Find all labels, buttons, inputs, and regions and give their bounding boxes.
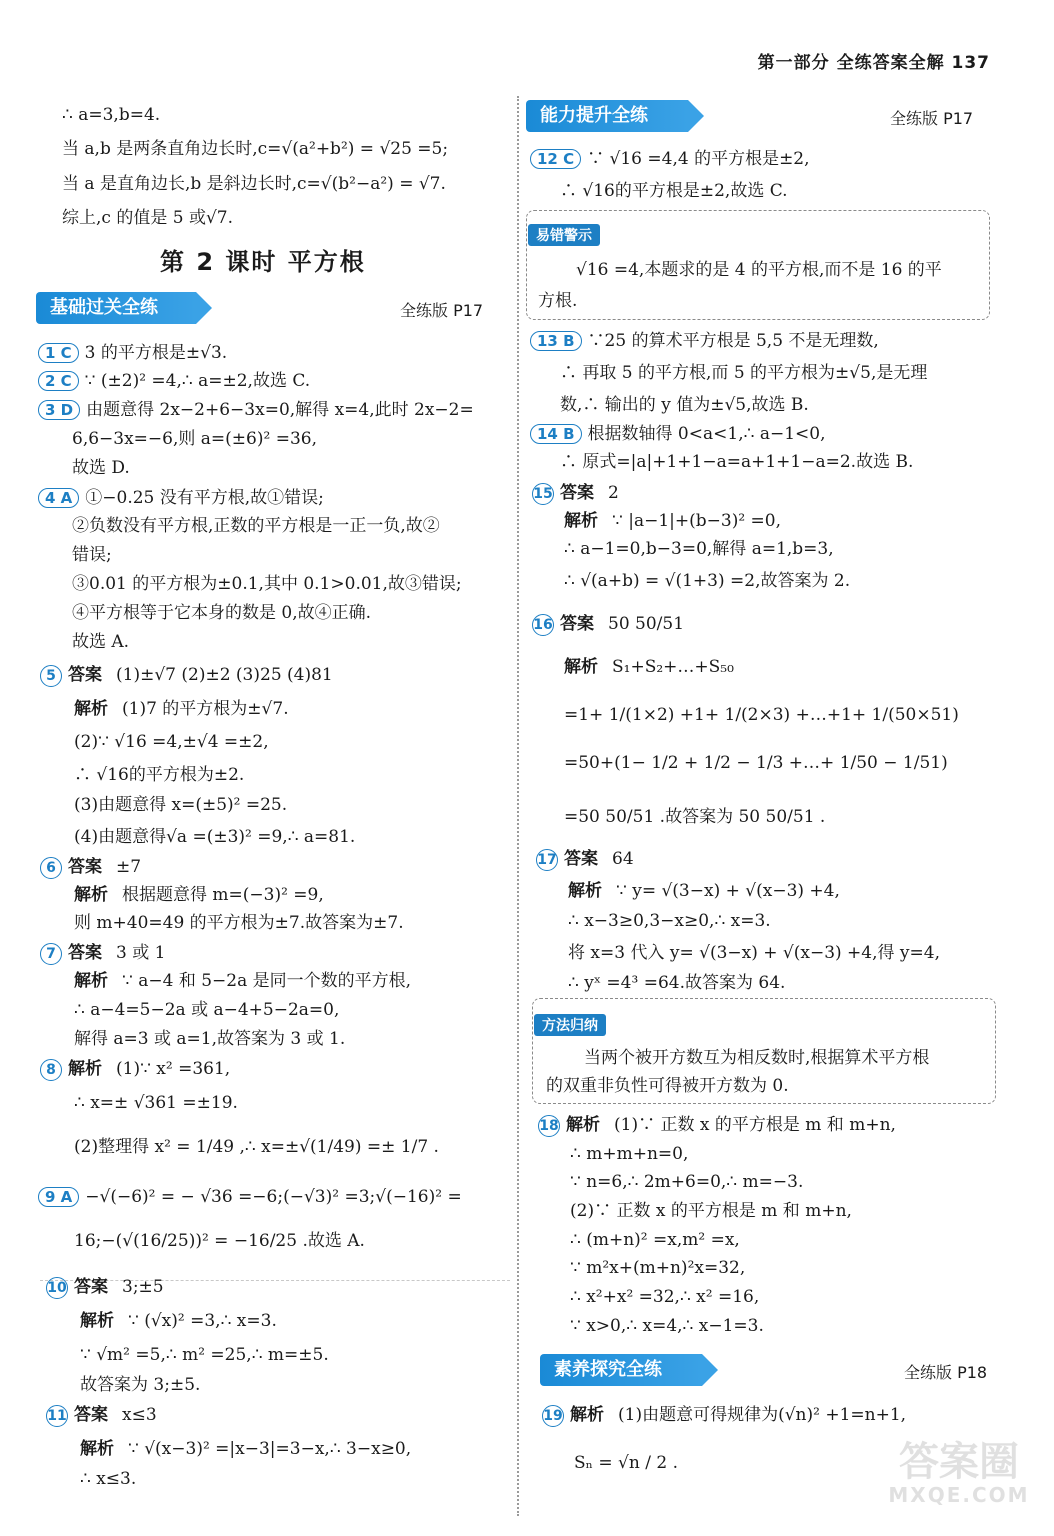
section-ref: 全练版 P17 — [400, 301, 484, 320]
question-7 — [40, 942, 165, 965]
question-17 — [536, 848, 634, 871]
analysis-text: ∵ |a−1|+(b−3)² =0, — [612, 511, 782, 531]
answer-text: 根据数轴得 0<a<1,∴ a−1<0, — [587, 424, 826, 444]
answer-item — [38, 1186, 462, 1208]
analysis-line — [564, 656, 734, 678]
question-15 — [532, 482, 619, 505]
answer-value: 50 50/51 — [608, 614, 685, 634]
answer-item — [530, 148, 810, 170]
analysis-text: 根据题意得 m=(−3)² =9, — [122, 885, 324, 905]
text-line: 错误; — [72, 545, 112, 565]
question-8 — [40, 1058, 230, 1081]
answer-label: 答案 — [68, 665, 102, 685]
answer-item — [38, 399, 474, 421]
text-line: (4)由题意得√a =(±3)² =9,∴ a=81. — [74, 827, 356, 847]
answer-label: 答案 — [68, 943, 102, 963]
text-line: ∴ x=± √361 =±19. — [74, 1093, 238, 1113]
section-ref: 全练版 P17 — [890, 109, 974, 128]
text-line: 故答案为 3;±5. — [80, 1375, 201, 1395]
question-number: 8 — [40, 1059, 62, 1081]
text-line: ∵ m²x+(m+n)²x=32, — [570, 1258, 746, 1278]
answer-text: −√(−6)² = − √36 =−6;(−√3)² =3;√(−16)² = — [85, 1187, 462, 1207]
section-banner-basic: 基础过关全练 — [36, 292, 196, 324]
text-line: (2)∵ √16 =4,±√4 =±2, — [74, 732, 269, 752]
analysis-label: 解析 — [568, 881, 602, 901]
text-line: 当 a,b 是两条直角边长时,c=√(a²+b²) = √25 =5; — [62, 139, 449, 159]
question-number: 5 — [40, 665, 62, 687]
analysis-label: 解析 — [566, 1115, 600, 1135]
text-line: 综上,c 的值是 5 或√7. — [62, 208, 234, 228]
answer-text: ∵25 的算术平方根是 5,5 不是无理数, — [587, 331, 879, 351]
warning-tag: 易错警示 — [528, 224, 600, 246]
analysis-line — [80, 1310, 277, 1332]
question-number: 17 — [536, 849, 558, 871]
text-line: ∴ √16的平方根为±2. — [74, 765, 245, 785]
text-line: 解得 a=3 或 a=1,故答案为 3 或 1. — [74, 1029, 346, 1049]
answer-value: x≤3 — [122, 1405, 157, 1425]
analysis-text: ∵ (√x)² =3,∴ x=3. — [128, 1311, 277, 1331]
lesson-title: 第 2 课时 平方根 — [160, 248, 366, 276]
text-line: ∵ n=6,∴ 2m+6=0,∴ m=−3. — [570, 1172, 804, 1192]
analysis-text: (1)7 的平方根为±√7. — [122, 699, 289, 719]
text-line: ∴ √16的平方根是±2,故选 C. — [560, 181, 788, 201]
analysis-line — [74, 884, 324, 906]
section-ref: 全练版 P18 — [904, 1363, 988, 1382]
text-line: ∴ yˣ =4³ =64.故答案为 64. — [568, 973, 786, 993]
watermark-bottom: MXQE.COM — [888, 1483, 1030, 1507]
analysis-label: 解析 — [564, 511, 598, 531]
column-divider — [517, 96, 519, 1516]
text-line: ②负数没有平方根,正数的平方根是一正一负,故② — [72, 516, 440, 536]
answer-item — [530, 423, 825, 445]
text-line: =50+(1− 1/2 + 1/2 − 1/3 +…+ 1/50 − 1/51) — [564, 753, 948, 773]
text-line: Sₙ = √n / 2 . — [574, 1453, 678, 1473]
answer-label: 答案 — [68, 857, 102, 877]
question-16 — [532, 613, 684, 636]
answer-item — [38, 370, 310, 392]
question-19 — [542, 1404, 906, 1427]
text-line: ∴ a−1=0,b−3=0,解得 a=1,b=3, — [564, 539, 834, 559]
text-line: ∴ √(a+b) = √(1+3) =2,故答案为 2. — [564, 571, 851, 591]
question-11 — [46, 1404, 157, 1427]
answer-label: 答案 — [74, 1277, 108, 1297]
analysis-label: 解析 — [74, 885, 108, 905]
text-line: 16;−(√(16/25))² = −16/25 .故选 A. — [74, 1231, 365, 1251]
answer-value: 3 或 1 — [116, 943, 166, 963]
watermark-logo — [884, 1440, 1034, 1530]
analysis-label: 解析 — [68, 1059, 102, 1079]
answer-text: ①−0.25 没有平方根,故①错误; — [85, 488, 324, 508]
answer-badge: 2 C — [38, 371, 79, 391]
text-line: ∵ x>0,∴ x=4,∴ x−1=3. — [570, 1316, 764, 1336]
analysis-label: 解析 — [570, 1405, 604, 1425]
answer-label: 答案 — [74, 1405, 108, 1425]
section-banner-explore: 素养探究全练 — [540, 1354, 702, 1386]
analysis-label: 解析 — [80, 1439, 114, 1459]
question-number: 11 — [46, 1405, 68, 1427]
question-number: 10 — [46, 1277, 68, 1299]
text-line: 方根. — [538, 291, 578, 311]
answer-badge: 14 B — [530, 424, 582, 444]
analysis-text: (1)∵ x² =361, — [116, 1059, 231, 1079]
question-number: 18 — [538, 1115, 560, 1137]
answer-value: 64 — [612, 849, 634, 869]
question-number: 15 — [532, 483, 554, 505]
answer-badge: 3 D — [38, 400, 80, 420]
answer-badge: 13 B — [530, 331, 582, 351]
text-line: 6,6−3x=−6,则 a=(±6)² =36, — [72, 429, 317, 449]
question-5 — [40, 664, 333, 687]
analysis-label: 解析 — [564, 657, 598, 677]
question-6 — [40, 856, 141, 879]
analysis-line — [568, 880, 840, 902]
answer-label: 答案 — [560, 614, 594, 634]
question-number: 6 — [40, 857, 62, 879]
analysis-text: ∵ √(x−3)² =|x−3|=3−x,∴ 3−x≥0, — [128, 1439, 412, 1459]
text-line: ∴ 再取 5 的平方根,而 5 的平方根为±√5,是无理 — [560, 363, 928, 383]
answer-label: 答案 — [560, 483, 594, 503]
answer-text: ∵ (±2)² =4,∴ a=±2,故选 C. — [84, 371, 311, 391]
answer-badge: 12 C — [530, 149, 581, 169]
text-line: ∴ a−4=5−2a 或 a−4+5−2a=0, — [74, 1000, 340, 1020]
text-line: ∴ (m+n)² =x,m² =x, — [570, 1230, 740, 1250]
analysis-text: ∵ a−4 和 5−2a 是同一个数的平方根, — [122, 971, 412, 991]
text-line: 故选 D. — [72, 458, 130, 478]
analysis-label: 解析 — [74, 971, 108, 991]
text-line: (2)整理得 x² = 1/49 ,∴ x=±√(1/49) =± 1/7 . — [74, 1137, 439, 1157]
text-line: ∴ x≤3. — [80, 1469, 137, 1489]
question-18 — [538, 1114, 896, 1137]
running-head: 第一部分 全练答案全解 137 — [757, 53, 990, 73]
question-number: 19 — [542, 1405, 564, 1427]
analysis-line — [80, 1438, 411, 1460]
analysis-text: ∵ y= √(3−x) + √(x−3) +4, — [616, 881, 840, 901]
text-line: ∴ 原式=|a|+1+1−a=a+1+1−a=2.故选 B. — [560, 452, 914, 472]
text-line: 当两个被开方数互为相反数时,根据算术平方根 — [584, 1048, 930, 1068]
analysis-label: 解析 — [80, 1311, 114, 1331]
answer-item — [38, 487, 324, 509]
answer-value: 3;±5 — [122, 1277, 164, 1297]
analysis-line — [74, 698, 289, 720]
text-line: ∵ √m² =5,∴ m² =25,∴ m=±5. — [80, 1345, 329, 1365]
answer-value: 2 — [608, 483, 619, 503]
analysis-text: (1)由题意可得规律为(√n)² +1=n+1, — [618, 1405, 907, 1425]
analysis-text: S₁+S₂+…+S₅₀ — [612, 657, 734, 677]
text-line: √16 =4,本题求的是 4 的平方根,而不是 16 的平 — [576, 260, 942, 280]
answer-item — [38, 342, 227, 364]
answer-badge: 1 C — [38, 343, 79, 363]
text-line: ∴ x²+x² =32,∴ x² =16, — [570, 1287, 760, 1307]
text-line: =1+ 1/(1×2) +1+ 1/(2×3) +…+1+ 1/(50×51) — [564, 705, 959, 725]
answer-item — [530, 330, 879, 352]
text-line: ∴ x−3≥0,3−x≥0,∴ x=3. — [568, 911, 771, 931]
text-line: ∴ a=3,b=4. — [62, 105, 161, 125]
answer-value: ±7 — [116, 857, 142, 877]
section-banner-advanced: 能力提升全练 — [526, 100, 688, 132]
text-line: 的双重非负性可得被开方数为 0. — [546, 1076, 789, 1096]
question-10 — [46, 1276, 164, 1299]
text-line: (2)∵ 正数 x 的平方根是 m 和 m+n, — [570, 1201, 852, 1221]
analysis-text: (1)∵ 正数 x 的平方根是 m 和 m+n, — [614, 1115, 896, 1135]
analysis-line — [564, 510, 781, 532]
text-line: 当 a 是直角边长,b 是斜边长时,c=√(b²−a²) = √7. — [62, 174, 446, 194]
text-line: ③0.01 的平方根为±0.1,其中 0.1>0.01,故③错误; — [72, 574, 462, 594]
text-line: 则 m+40=49 的平方根为±7.故答案为±7. — [74, 913, 404, 933]
text-line: 数,∴ 输出的 y 值为±√5,故选 B. — [560, 395, 809, 415]
answer-badge: 4 A — [38, 488, 79, 508]
text-line: ∴ m+m+n=0, — [570, 1144, 689, 1164]
answer-value: (1)±√7 (2)±2 (3)25 (4)81 — [116, 665, 333, 685]
text-line: =50 50/51 .故答案为 50 50/51 . — [564, 807, 826, 827]
watermark-top: 答案圈 — [899, 1439, 1019, 1485]
answer-text: 由题意得 2x−2+6−3x=0,解得 x=4,此时 2x−2= — [86, 400, 474, 420]
question-number: 7 — [40, 943, 62, 965]
answer-label: 答案 — [564, 849, 598, 869]
text-line: 将 x=3 代入 y= √(3−x) + √(x−3) +4,得 y=4, — [568, 943, 940, 963]
answer-badge: 9 A — [38, 1187, 79, 1207]
analysis-label: 解析 — [74, 699, 108, 719]
text-line: 故选 A. — [72, 632, 130, 652]
method-tag: 方法归纳 — [534, 1014, 606, 1036]
answer-text: ∵ √16 =4,4 的平方根是±2, — [587, 149, 810, 169]
text-line: (3)由题意得 x=(±5)² =25. — [74, 795, 288, 815]
question-number: 16 — [532, 614, 554, 636]
analysis-line — [74, 970, 411, 992]
answer-text: 3 的平方根是±√3. — [84, 343, 228, 363]
text-line: ④平方根等于它本身的数是 0,故④正确. — [72, 603, 372, 623]
